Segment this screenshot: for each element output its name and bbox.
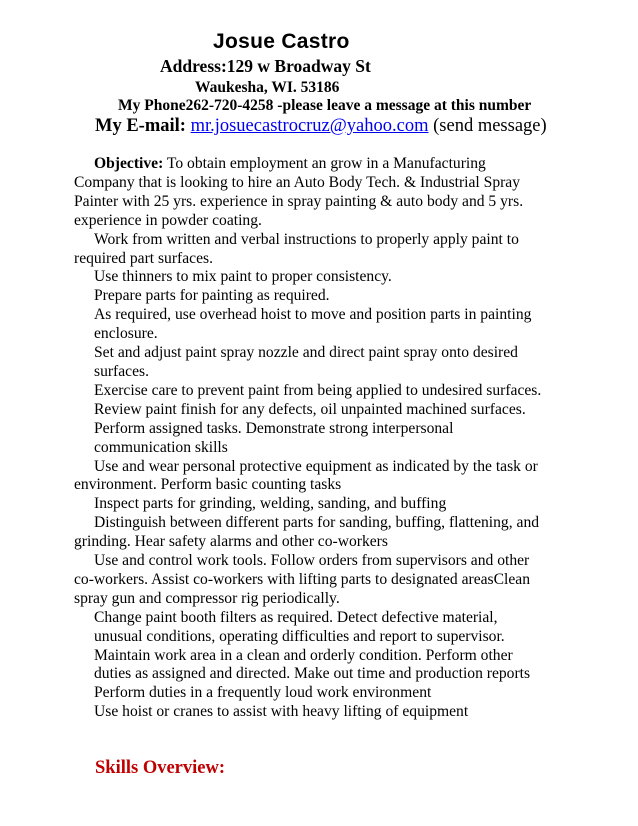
email-label: My E-mail: (95, 116, 186, 136)
text-line: Use hoist or cranes to assist with heavy lifting of equipment (94, 703, 469, 721)
objective-section (74, 155, 594, 722)
text-line: surfaces. (94, 362, 149, 380)
text-line: Prepare parts for painting as required. (94, 287, 330, 305)
text-line: duties as assigned and directed. Make out time and production reports (94, 665, 531, 683)
text-line: Work from written and verbal instructions to properly apply paint to (94, 230, 519, 248)
resume-name: Josue Castro (213, 30, 350, 53)
text-line: Use thinners to mix paint to proper consistency. (94, 268, 392, 286)
objective-text: To obtain employment an grow in a Manufacturing (166, 155, 486, 172)
text-line: Distinguish between different parts for sanding, buffing, flattening, and (94, 514, 540, 532)
objective-label: Objective: (94, 155, 164, 172)
text-line: Use and wear personal protective equipment as indicated by the task or (94, 457, 538, 475)
text-line: Maintain work area in a clean and orderly condition. Perform other (94, 646, 513, 664)
skills-overview-heading: Skills Overview: (95, 758, 226, 778)
email-link[interactable]: mr.josuecastrocruz@yahoo.com (190, 116, 429, 136)
text-line: spray gun and compressor rig periodically. (74, 589, 340, 607)
text-line: Review paint finish for any defects, oil unpainted machined surfaces. (94, 400, 526, 418)
text-line: Perform assigned tasks. Demonstrate strong interpersonal (94, 419, 454, 437)
text-line: grinding. Hear safety alarms and other co-workers (74, 533, 388, 551)
text-line: communication skills (94, 438, 228, 456)
email-row (95, 116, 547, 137)
address: Address:129 w Broadway St (160, 56, 371, 76)
text-line: As required, use overhead hoist to move and position parts in painting (94, 306, 532, 324)
text-line: Company that is looking to hire an Auto Body Tech. & Industrial Spray (74, 173, 521, 191)
phone-line: My Phone262-720-4258 -please leave a message at this number (118, 97, 532, 114)
text-line: Change paint booth filters as required. Detect defective material, (94, 608, 498, 626)
text-line: environment. Perform basic counting tasks (74, 476, 342, 494)
email-note: (send message) (433, 116, 547, 136)
text-line (74, 155, 594, 174)
text-line: Painter with 25 yrs. experience in spray painting & auto body and 5 yrs. (74, 192, 524, 210)
text-line: Set and adjust paint spray nozzle and direct paint spray onto desired (94, 344, 518, 362)
text-line: required part surfaces. (74, 249, 213, 267)
city-line: Waukesha, WI. 53186 (195, 79, 340, 96)
text-line: enclosure. (94, 325, 158, 343)
text-line: Inspect parts for grinding, welding, sanding, and buffing (94, 495, 447, 513)
text-line: Use and control work tools. Follow orders from supervisors and other (94, 552, 530, 570)
text-line: co-workers. Assist co-workers with lifting parts to designated areasClean (74, 570, 531, 588)
text-line: experience in powder coating. (74, 211, 262, 229)
text-line: unusual conditions, operating difficulties and report to supervisor. (94, 627, 505, 645)
text-line: Perform duties in a frequently loud work environment (94, 684, 432, 702)
text-line: Exercise care to prevent paint from being applied to undesired surfaces. (94, 381, 542, 399)
